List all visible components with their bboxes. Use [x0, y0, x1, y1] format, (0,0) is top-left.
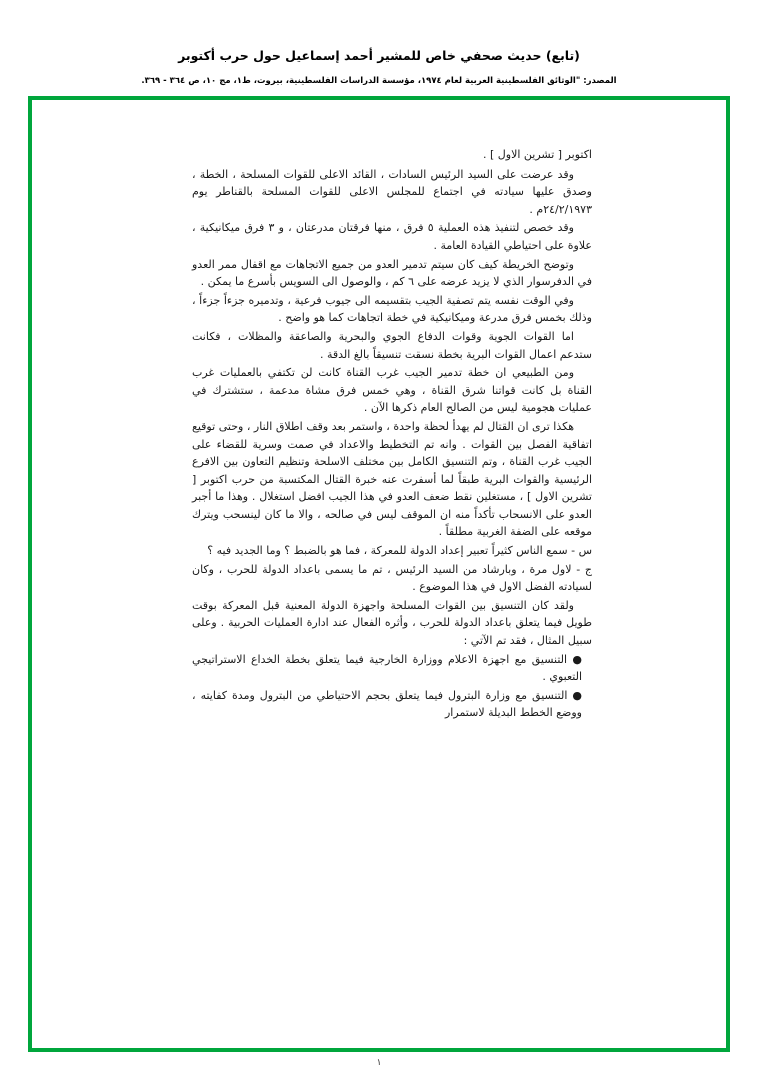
paragraph: وتوضح الخريطة كيف كان سيتم تدمير العدو من جميع الاتجاهات مع اقفال ممر العدو في الدفرسوار الذي لا يزيد عرضه على ٦ كم ، والوصول الى السويس بأسرع ما يمكن . [192, 257, 592, 289]
page-title: (تابع) حديث صحفي خاص للمشير أحمد إسماعيل حول حرب أكتوبر [178, 48, 580, 63]
paragraph: وقد عرضت على السيد الرئيس السادات ، القائد الاعلى للقوات المسلحة ، الخطة ، وصدق عليها سيادته في اجتماع للمجلس الاعلى للقوات المسلحة بالقناطر يوم ٢٤/٢/١٩٧٣م . [192, 167, 592, 216]
paragraph: وفي الوقت نفسه يتم تصفية الجيب بتقسيمه الى جيوب فرعية ، وتدميره جزءاً جزءاً ، وذلك بخمس فرق مدرعة وميكانيكية في خطة اتجاهات كما هو واضح . [192, 293, 592, 325]
page-number: ١ [376, 1058, 382, 1068]
bullet-paragraph: ● التنسيق مع وزارة البترول فيما يتعلق بحجم الاحتياطي من البترول ومدة كفايته ، ووضع الخطط البديلة لاستمرار [192, 688, 582, 720]
question-paragraph: س - سمع الناس كثيراً تعبير إعداد الدولة للمعركة ، فما هو بالضبط ؟ وما الجديد فيه ؟ [207, 544, 592, 558]
answer-paragraph: ج - لاول مرة ، وبارشاد من السيد الرئيس ، تم ما يسمى باعداد الدولة للحرب ، وكان لسيادته الفضل الاول في هذا الموضوع . [192, 562, 592, 594]
paragraph: وقد خصص لتنفيذ هذه العملية ٥ فرق ، منها فرقتان مدرعتان ، و ٣ فرق ميكانيكية ، علاوة على احتياطي القيادة العامة . [192, 221, 592, 252]
paragraph: ومن الطبيعي ان خطة تدمير الجيب غرب القناة كانت لن تكتفي بالعمليات غرب القناة بل كانت قواتنا شرق القناة ، وهي خمس فرق مشاة مدعمة ، ستشترك في عمليات هجومية ليس من الصالح العام ذكرها الآن . [192, 366, 592, 415]
bullet-paragraph: ● التنسيق مع اجهزة الاعلام ووزارة الخارجية فيما يتعلق بخطة الخداع الاستراتيجي التعبوي . [192, 652, 582, 684]
paragraph: هكذا ترى ان القتال لم يهدأ لحظة واحدة ، واستمر بعد وقف اطلاق النار ، وحتى توقيع اتفاقية الفصل بين القوات . وانه تم التخطيط والاعداد في صمت وسرية للقضاء على الجيب غرب القناة ، وتم التنسيق الكامل بين مختلف الاسلحة وتنظيم التعاون بين الافرع الرئيسية والقوات البرية طبقاً لما أسفرت عنه خبرة القتال المكتسبة من حرب اكتوبر [ تشرين الاول ] ، مستغلين نقط ضعف العدو في هذا الجيب افضل استغلال . وهذا ما أجبر العدو على الانسحاب تأكداً منه ان الموقف ليس في صالحه ، والا ما كان لينسحب ويترك موقعه على الضفة الغربية مطلقاً . [192, 419, 592, 539]
paragraph: اكتوبر [ تشرين الاول ] . [482, 148, 592, 161]
paragraph: اما القوات الجوية وقوات الدفاع الجوي والبحرية والصاعقة والمظلات ، فكانت ستدعم اعمال القوات البرية بخطة نسقت تنسيقاً بالغ الدقة . [192, 329, 592, 361]
scanned-page-frame [28, 96, 730, 1052]
source-citation: المصدر: "الوثائق الفلسطينية العربية لعام ١٩٧٤، مؤسسة الدراسات الفلسطينية، بيروت، ط١، مج ١٠، ص ٣٦٤ - ٣٦٩. [141, 76, 617, 86]
paragraph: ولقد كان التنسيق بين القوات المسلحة واجهزة الدولة المعنية قبل المعركة بوقت طويل فيما يتعلق باعداد الدولة للحرب ، وأثره الفعال عند ادارة العمليات الحربية . وعلى سبيل المثال ، فقد تم الآتي : [192, 598, 592, 648]
scanned-text-body [192, 146, 592, 723]
